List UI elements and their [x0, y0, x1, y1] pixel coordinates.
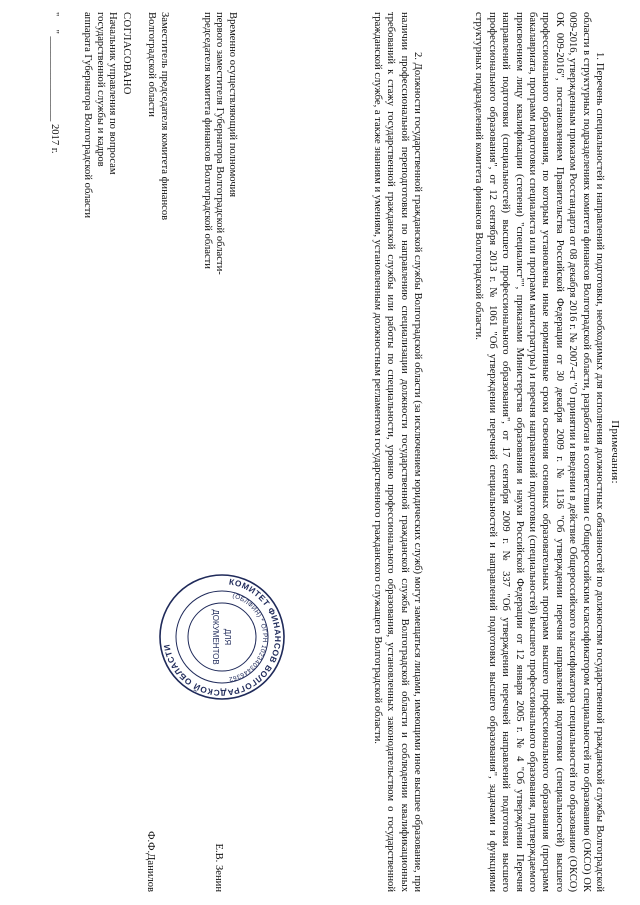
notes-title: Примечания: [609, 420, 621, 484]
rotated-sheet [22, 12, 622, 892]
approval-line-2: государственной службы и кадров [95, 12, 106, 167]
seal-graphic [157, 572, 287, 702]
signer-2-name: Ф.Ф.Данилов [145, 831, 156, 892]
paragraph-2: 2. Должности государственной гражданской службы Волгоградской области (за исключением юридических служб) могут замещаться лицами, имеющими иное высшее образование, при наличии профессиональной переподготовки по направлению специализации должности государственной гражданской службы Волгоградской области и соблюдении квалификационных требований к стажу государственной гражданской службы или работы по специальности, уровню профессионального образования, установленных законодательством о государственной гражданской службе, а также знаниям и умениям, установленным должностным регламентом государственного гражданского служащего Волгоградской области. [371, 12, 423, 892]
seal-outer-text: КОМИТЕТ ФИНАНСОВ ВОЛГОГРАДСКОЙ ОБЛАСТИ [161, 576, 284, 699]
official-seal [157, 572, 287, 702]
seal-center-line-2: ДОКУМЕНТОВ [211, 609, 220, 665]
signer-1-title-line-1: Временно осуществляющий полномочия [227, 12, 238, 198]
signature-block-1 [202, 12, 238, 892]
date-line: " " ________________ 2017 г. [49, 12, 60, 154]
seal-inner-ring [188, 603, 256, 671]
signer-1-title-line-2: первого заместителя Губернатора Волгоградской области- [214, 12, 226, 275]
signer-1-title-line-3: председателя комитета финансов Волгоградской области [202, 12, 213, 269]
approval-line-1: Начальник управления по вопросам [107, 12, 119, 175]
approval-line-3: аппарата Губернатора Волгоградской области [82, 12, 94, 219]
seal-center-line-1: ДЛЯ [223, 628, 232, 646]
signer-1-title [201, 12, 239, 432]
signer-2-title [145, 12, 170, 432]
signer-2-title-line-2: Волгоградской области [146, 12, 158, 117]
signer-1-name: Е.В. Зенин [213, 843, 224, 892]
approval-title: СОГЛАСОВАНО [121, 12, 132, 95]
seal-middle-text: (ОБЛФИН) * ОГРН 1023403446362 [228, 592, 269, 683]
signature-block-2 [140, 12, 170, 892]
signer-2-title-line-1: Заместитель председателя комитета финансов [159, 12, 170, 221]
paragraph-1: 1. Перечень специальностей и направлений подготовки, необходимых для исполнения должностных обязанностей по должностям государственной гражданской службы Волгоградской области в структурных подразделениях комитета финансов Волгоградской области, разработан в соответствии с Общероссийским классификатором специальностей по образованию (ОКСО) ОК 009-2016, утвержденным приказом Росстандарта от 08 декабря 2016 г. № 2007-ст "О принятии и введении в действие Общероссийского классификатора специальностей по образованию (ОКСО) ОК 009-2016", постановлением Правительства Российской Федерации от 30 декабря 2009 г. № 1136 "Об утверждении перечня направлений подготовки (специальностей) высшего профессионального образования, по которым установлены иные нормативные сроки освоения основных образовательных программ высшего профессионального образования (программ бакалавриата, программ подготовки специалиста или программ магистратуры) и перечня направлений подготовки (специальностей) высшего профессионального образования, подтверждаемого присвоением лицу квалификации (степени) "специалист"", приказами Министерства образования и науки Российской Федерации от 12 января 2005 г. № 4 "Об утверждении Перечня направлений подготовки (специальностей) высшего профессионального образования", от 17 сентября 2009 г. № 337 "Об утверждении перечней направлений подготовки высшего профессионального образования", от 12 сентября 2013 г. № 1061 "Об утверждении перечней специальностей и направлений подготовки высшего образования", задачами и функциями структурных подразделений комитета финансов Волгоградской области. [473, 12, 605, 892]
approval-block [81, 12, 132, 412]
